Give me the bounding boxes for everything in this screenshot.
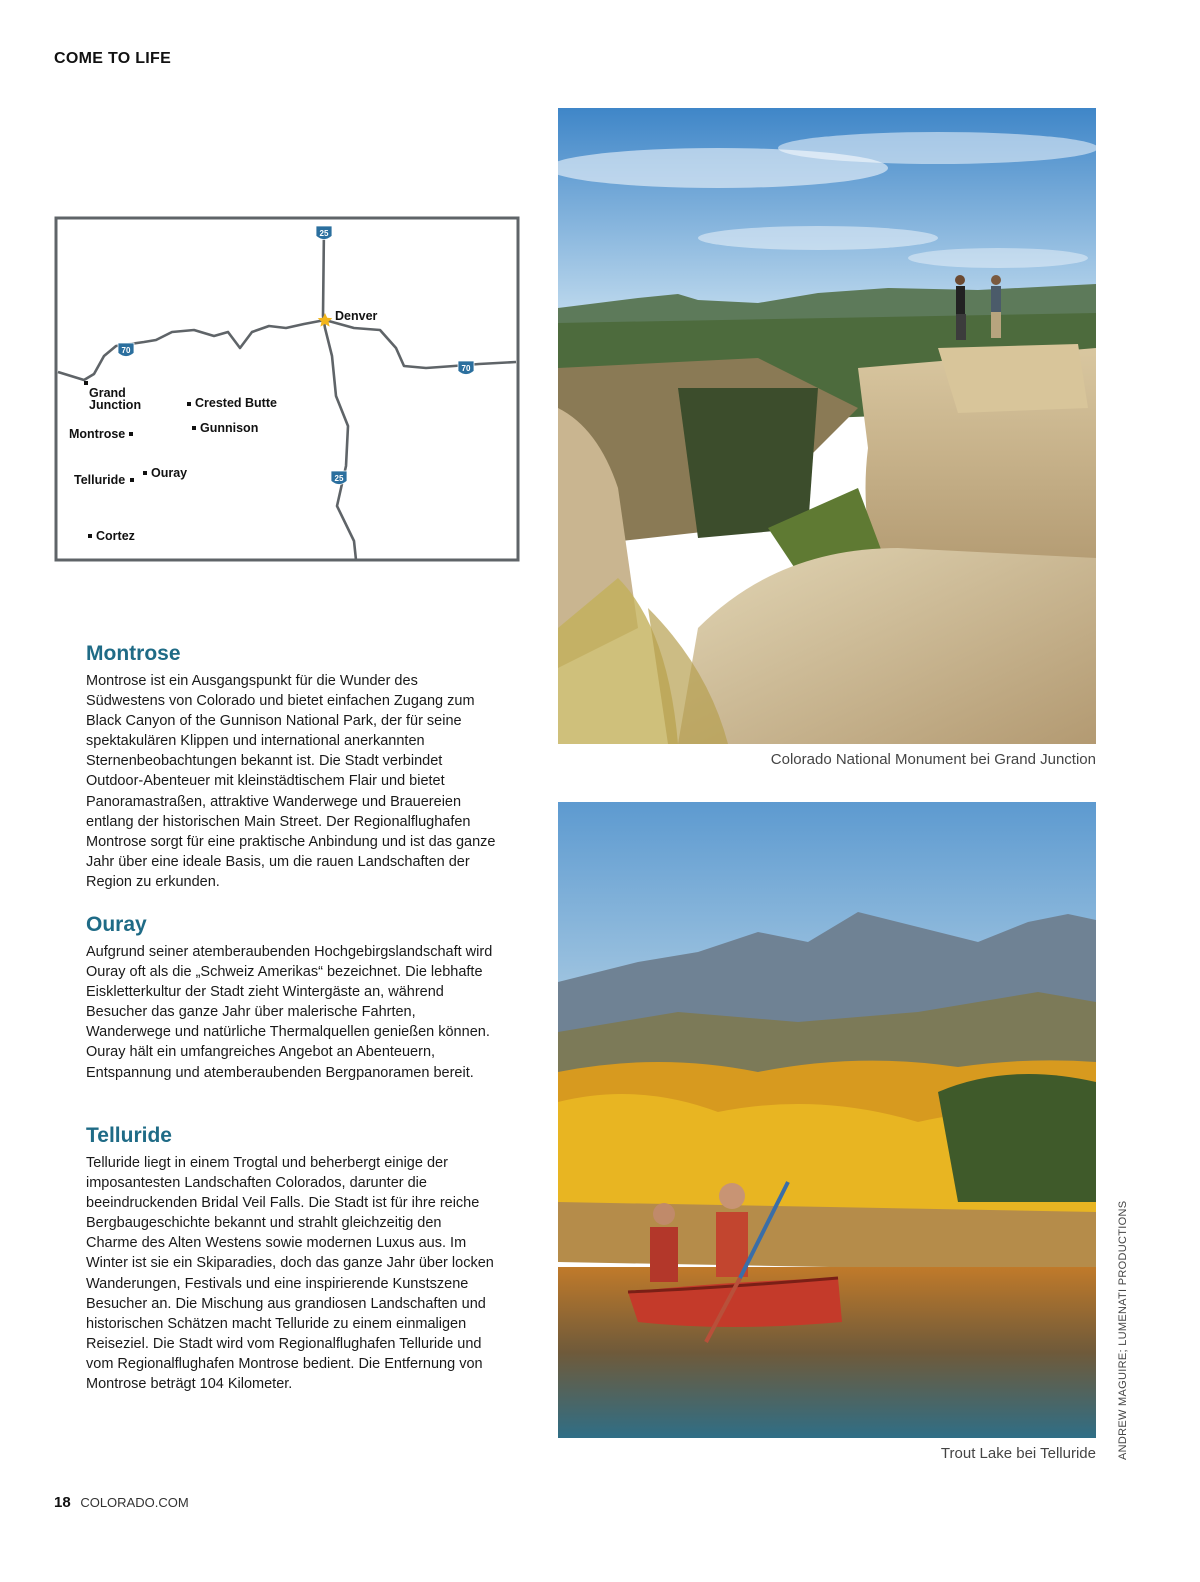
i25-top-shield: [316, 226, 332, 240]
ouray-marker: [143, 471, 147, 475]
map-label-montrose: Montrose: [69, 427, 126, 441]
grand-junction-marker: [84, 381, 88, 385]
map-label-grand-junction-2: Junction: [89, 398, 142, 412]
canyon-photo: [558, 108, 1096, 744]
map-label-gunnison: Gunnison: [200, 421, 259, 435]
i25-bottom-shield: [331, 471, 347, 485]
section-header: COME TO LIFE: [54, 50, 172, 67]
montrose-text: Montrose ist ein Ausgangspunkt für die Wunder des Südwestens von Colorado und bietet einfachen Zugang zum Black Canyon of the Gunnison National Park, der für seine spektakulären Klippen und international anerkannten Sternenbeobachtungen bekannt ist. Die Stadt verbindet Outdoor-Abenteuer mit kleinstädtischem Flair und bietet Panoramastraßen, attraktive Wanderwege und Brauereien entlang der historischen Main Street. Der Regionalflughafen Montrose sorgt für eine praktische Anbindung und ist das ganze Jahr über eine ideale Basis, um die rauen Landschaften der Region zu erkunden.: [86, 673, 496, 890]
telluride-heading: Telluride: [86, 1124, 172, 1147]
telluride-text: Telluride liegt in einem Trogtal und beherbergt einige der imposantesten Landschaften Colorados, darunter die beeindruckenden Bridal Veil Falls. Die Stadt ist für ihre reiche Bergbaugeschichte bekannt und strahlt gleichzeitig den Charme des Alten Westens sowie modernen Luxus aus. Im Winter ist sie ein Skiparadies, doch das ganze Jahr über locken Wanderungen, Festivals und eine inspirierende Kunstszene Besucher an. Die Mischung aus grandiosen Landschaften und historischen Schätzen macht Telluride zu einem einmaligen Reiseziel. Die Stadt wird vom Regionalflughafen Telluride und vom Regionalflughafen Montrose bedient. Die Entfernung von Montrose beträgt 104 Kilometer.: [86, 1155, 494, 1393]
gunnison-marker: [192, 426, 196, 430]
colorado-map: [54, 216, 520, 562]
i70-right-shield: [458, 361, 474, 375]
lake-photo: [558, 802, 1096, 1438]
montrose-section: [86, 642, 496, 892]
telluride-marker: [130, 478, 134, 482]
footer-site: COLORADO.COM: [80, 1495, 189, 1510]
cortez-marker: [88, 534, 92, 538]
i70-left-shield: [118, 343, 134, 357]
map-label-crested-butte: Crested Butte: [195, 396, 277, 410]
map-label-telluride: Telluride: [74, 473, 126, 487]
i70-left-label: 70: [121, 346, 131, 355]
ouray-text: Aufgrund seiner atemberaubenden Hochgebirgslandschaft wird Ouray oft als die „Schweiz Amerikas“ bezeichnet. Die lebhafte Eiskletterkultur der Stadt zieht Wintergäste an, während Besucher das ganze Jahr über malerische Fahrten, Wanderwege und natürliche Thermalquellen genießen können. Ouray hält ein umfangreiches Angebot an Abenteuern, Entspannung und atemberaubenden Bergpanoramen bereit.: [86, 944, 493, 1081]
canyon-caption: Colorado National Monument bei Grand Junction: [770, 751, 1096, 768]
i25-bottom-label: 25: [334, 474, 344, 483]
i25-top-label: 25: [319, 229, 329, 238]
map-label-denver: Denver: [335, 309, 378, 323]
map-label-ouray: Ouray: [151, 466, 188, 480]
page-number: 18: [54, 1494, 71, 1511]
ouray-heading: Ouray: [86, 913, 147, 936]
lake-caption: Trout Lake bei Telluride: [940, 1445, 1096, 1462]
map-label-cortez: Cortez: [96, 529, 135, 543]
page-footer: [54, 1494, 189, 1511]
i70-right-label: 70: [461, 364, 471, 373]
ouray-section: [86, 913, 496, 1083]
montrose-marker: [129, 432, 133, 436]
telluride-section: [86, 1124, 496, 1394]
map-label-grand-junction-1: Grand: [89, 386, 126, 400]
crested-butte-marker: [187, 402, 191, 406]
photo-credit: ANDREW MAGUIRE; LUMENATI PRODUCTIONS: [1117, 1200, 1129, 1460]
montrose-heading: Montrose: [86, 642, 181, 665]
